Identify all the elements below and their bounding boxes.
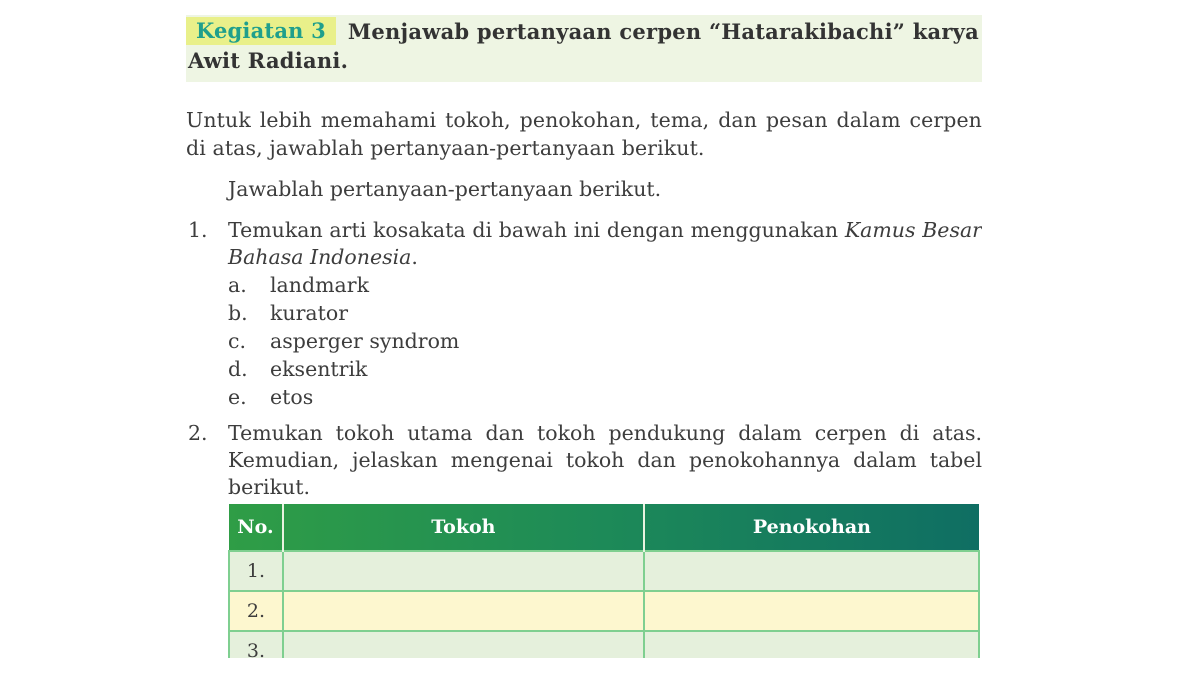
activity-header xyxy=(186,15,982,82)
header-tokoh: Tokoh xyxy=(283,504,644,551)
table-row xyxy=(229,551,979,591)
tokoh-cell xyxy=(283,551,644,591)
question-1 xyxy=(186,217,982,271)
activity-title-line1: Menjawab pertanyaan cerpen “Hatarakibachi” karya xyxy=(347,18,979,44)
list-item: d. eksentrik xyxy=(228,357,368,381)
list-item: e. etos xyxy=(228,385,314,409)
tokoh-cell xyxy=(283,631,644,658)
question-1-text: Temukan arti kosakata di bawah ini dengan menggunakan Kamus Besar Bahasa Indonesia. xyxy=(228,218,982,269)
list-item: b. kurator xyxy=(228,301,349,325)
tokoh-cell xyxy=(283,591,644,631)
question-2-text: Temukan tokoh utama dan tokoh pendukung dalam cerpen di atas. Kemudian, jelaskan mengenai tokoh dan penokohannya dalam tabel berikut. xyxy=(228,421,982,499)
penokohan-cell xyxy=(644,551,979,591)
table-row xyxy=(229,631,979,658)
character-table xyxy=(228,504,980,658)
instruction-text: Jawablah pertanyaan-pertanyaan berikut. xyxy=(228,177,662,201)
kbbi-title: Kamus Besar Bahasa Indonesia xyxy=(228,218,982,269)
header-no: No. xyxy=(229,504,283,551)
header-penokohan: Penokohan xyxy=(752,516,871,538)
row-number: 1. xyxy=(229,551,283,591)
vocabulary-list xyxy=(228,271,459,411)
row-number: 3. xyxy=(229,631,283,658)
row-number: 2. xyxy=(229,591,283,631)
question-2-number: 2. xyxy=(188,421,208,445)
list-item: c. asperger syndrom xyxy=(228,329,460,353)
intro-paragraph: Untuk lebih memahami tokoh, penokohan, tema, dan pesan dalam cerpen di atas, jawablah pertanyaan-pertanyaan berikut. xyxy=(186,108,982,160)
table-row xyxy=(229,591,979,631)
question-1-number: 1. xyxy=(188,218,208,242)
activity-title-line2: Awit Radiani. xyxy=(188,48,349,73)
table-header-row xyxy=(229,504,979,551)
textbook-page xyxy=(186,0,982,658)
penokohan-cell xyxy=(644,591,979,631)
question-2 xyxy=(186,420,982,501)
activity-label: Kegiatan 3 xyxy=(186,17,336,45)
penokohan-cell xyxy=(644,631,979,658)
list-item: a. landmark xyxy=(228,273,369,297)
